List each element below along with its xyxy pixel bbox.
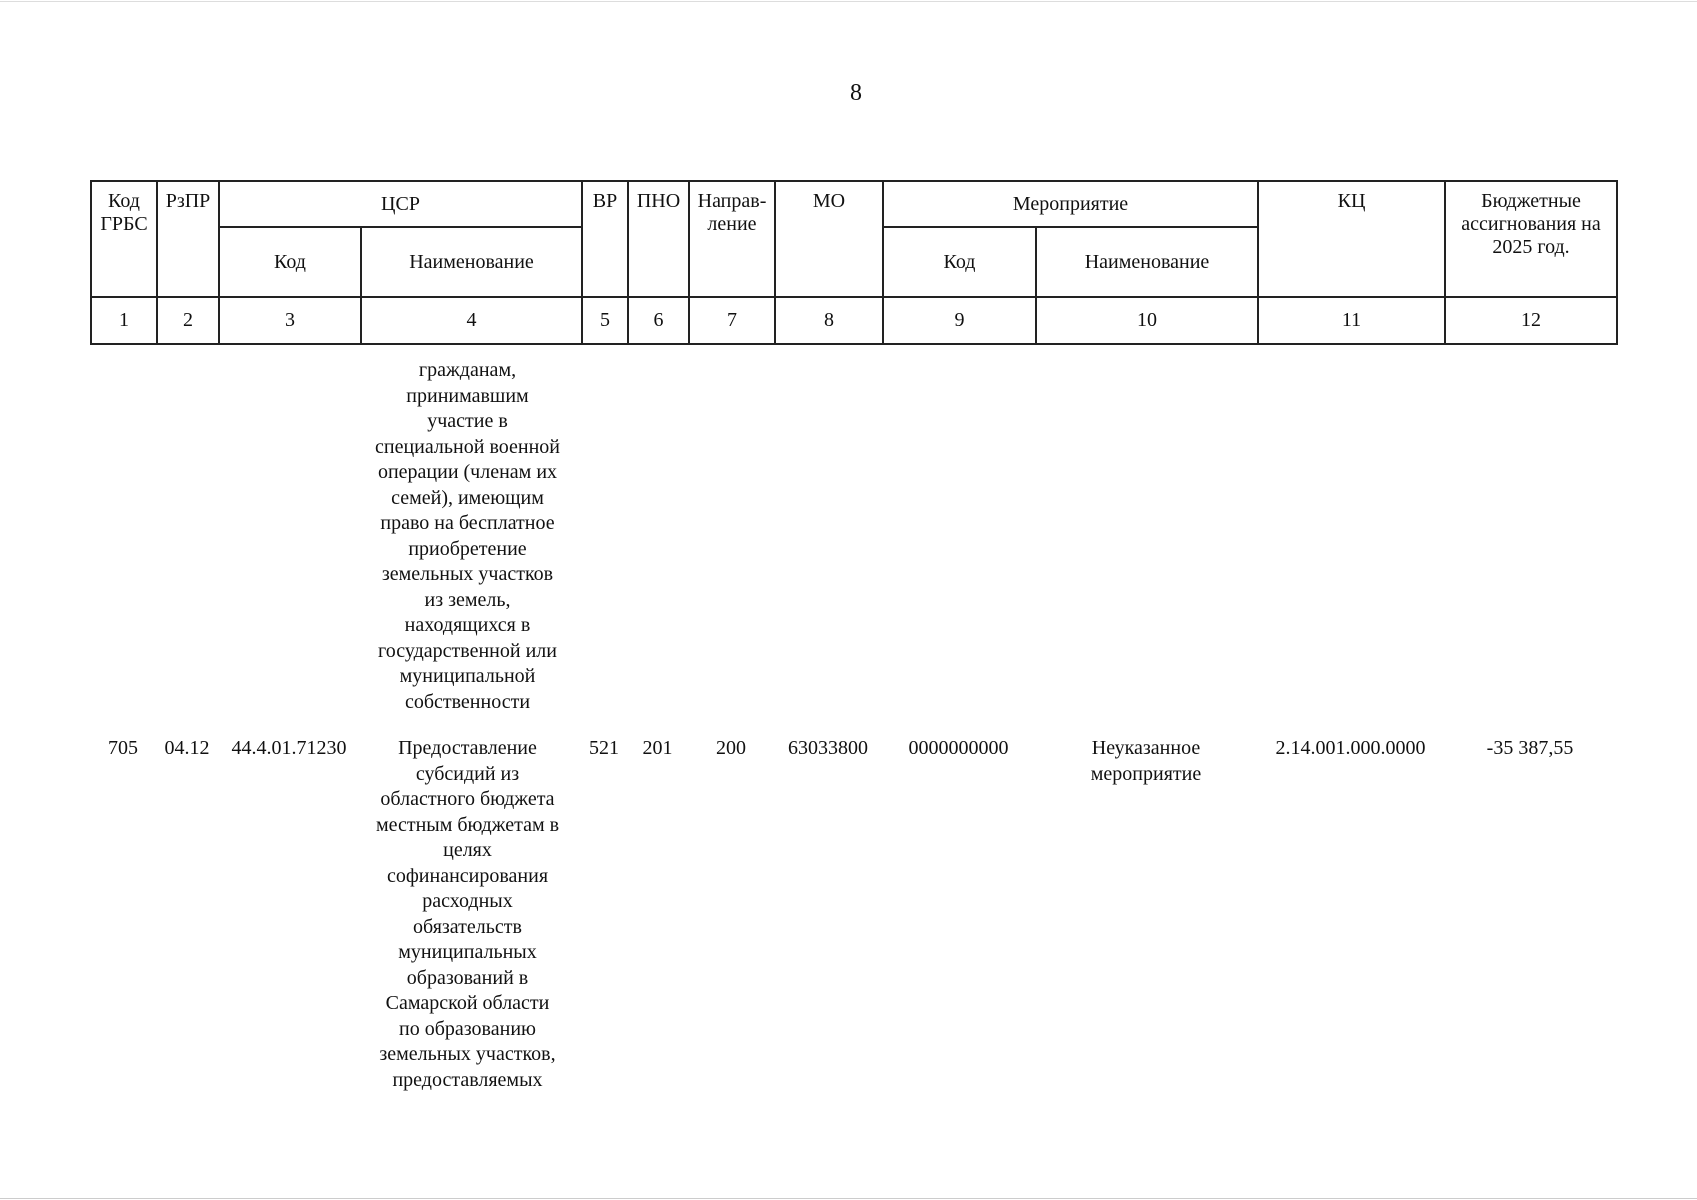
column-number: 1 — [91, 297, 157, 344]
row-pno: 201 — [642, 737, 673, 759]
header-csr-kod: Код — [219, 227, 361, 297]
budget-table-header — [90, 180, 1618, 345]
header-rzpr: РзПР — [157, 181, 219, 297]
header-pno: ПНО — [628, 181, 689, 297]
header-vr: ВР — [582, 181, 628, 297]
header-kc: КЦ — [1258, 181, 1445, 297]
column-number: 7 — [689, 297, 775, 344]
column-number: 4 — [361, 297, 582, 344]
page-number: 8 — [850, 80, 862, 106]
column-number: 2 — [157, 297, 219, 344]
row-kod-grbs: 705 — [108, 737, 138, 759]
header-mer-name: Наименование — [1036, 227, 1258, 297]
header-kod-grbs: Код ГРБС — [91, 181, 157, 297]
row-napravlenie: 200 — [716, 737, 746, 759]
top-edge-line — [0, 1, 1697, 2]
column-number: 12 — [1445, 297, 1617, 344]
header-mer-kod: Код — [883, 227, 1036, 297]
header-mo: МО — [775, 181, 883, 297]
header-meropriyatie: Мероприятие — [883, 181, 1258, 227]
row-vr: 521 — [589, 737, 619, 759]
column-number: 10 — [1036, 297, 1258, 344]
column-number: 6 — [628, 297, 689, 344]
column-number: 11 — [1258, 297, 1445, 344]
column-number: 5 — [582, 297, 628, 344]
bottom-edge-line — [0, 1198, 1697, 1199]
row-mer-kod: 0000000000 — [908, 737, 1009, 759]
column-number: 9 — [883, 297, 1036, 344]
header-csr-name: Наименование — [361, 227, 582, 297]
row-mo: 63033800 — [788, 737, 868, 759]
row-kc: 2.14.001.000.0000 — [1275, 737, 1426, 759]
header-csr: ЦСР — [219, 181, 582, 227]
row-csr-name: Предоставление субсидий из областного бюджета местным бюджетам в целях софинансирования расходных обязательств муниципальных образований в Самарской области по образованию земельных участков, предоставляемых — [375, 737, 560, 1091]
row-rzpr: 04.12 — [164, 737, 210, 759]
row-budget: -35 387,55 — [1486, 737, 1574, 759]
row-csr-kod: 44.4.01.71230 — [231, 737, 347, 759]
header-napravlenie: Направ-ление — [689, 181, 775, 297]
column-number: 8 — [775, 297, 883, 344]
header-budget: Бюджетные ассигнования на 2025 год. — [1445, 181, 1617, 297]
row-mer-name: Неуказанное мероприятие — [1090, 737, 1202, 785]
continuation-text: гражданам, принимавшим участие в специальной военной операции (членам их семей), имеющим право на бесплатное приобретение земельных участков из земель, находящихся в государственной или муниципальной собственности — [375, 359, 560, 713]
column-number: 3 — [219, 297, 361, 344]
